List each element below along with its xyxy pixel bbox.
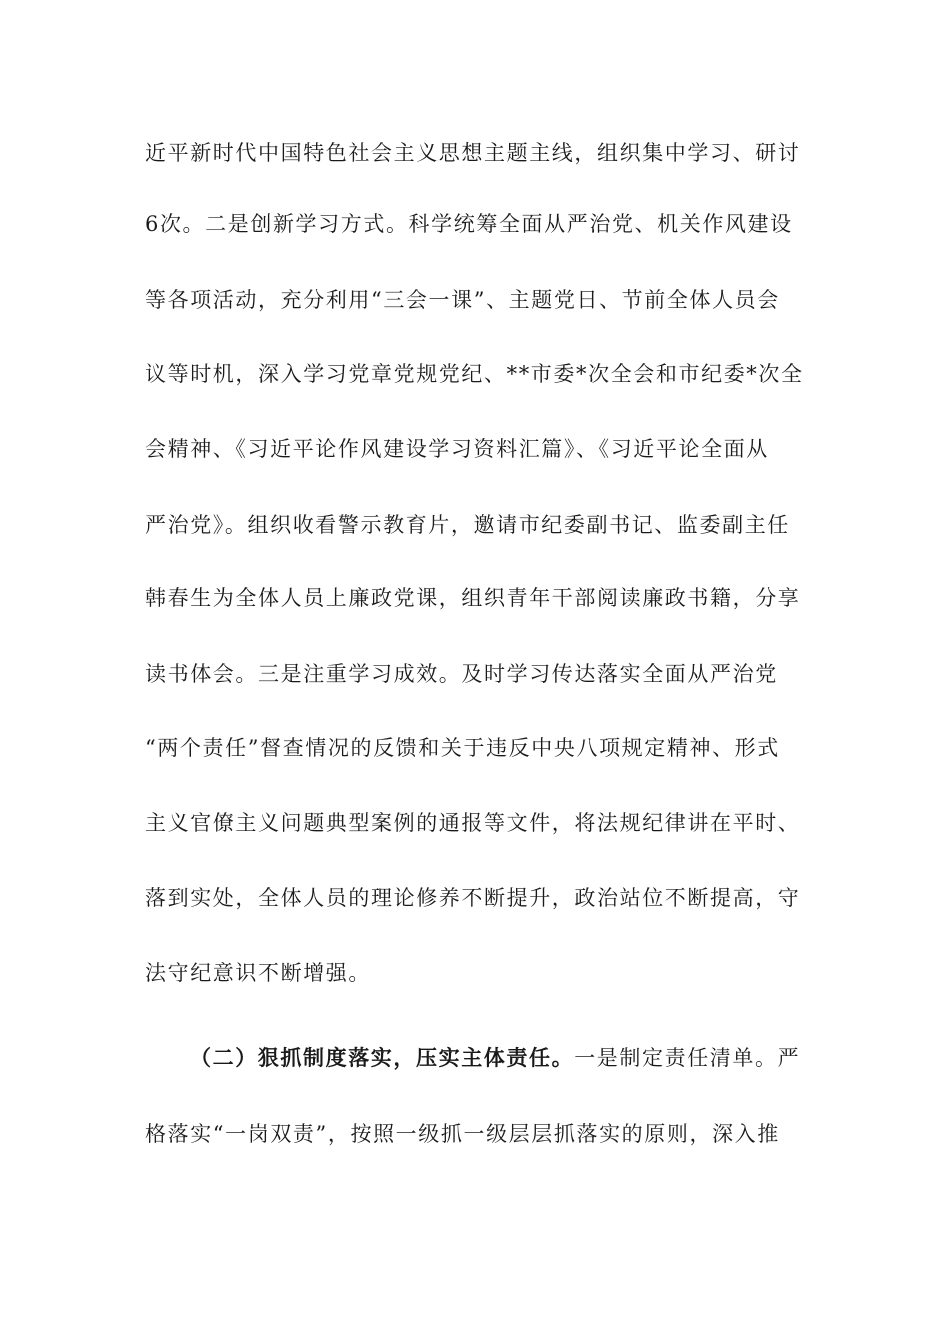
section-heading-line [190, 1043, 805, 1073]
paragraph-line: 6次。二是创新学习方式。科学统筹全面从严治党、机关作风建设 [145, 212, 793, 236]
paragraph-line: 会精神、《习近平论作风建设学习资料汇篇》、《习近平论全面从 [145, 437, 769, 461]
paragraph-line: 落到实处，全体人员的理论修养不断提升，政治站位不断提高，守 [145, 886, 801, 910]
paragraph-line: 法守纪意识不断增强。 [145, 961, 371, 985]
section-heading: （二）狠抓制度落实，压实主体责任。 [190, 1045, 575, 1070]
paragraph-line: 议等时机，深入学习党章党规党纪、**市委*次全会和市纪委*次全 [145, 362, 804, 386]
paragraph-line: 韩春生为全体人员上廉政党课，组织青年干部阅读廉政书籍，分享 [145, 586, 801, 610]
paragraph-line: “两个责任”督查情况的反馈和关于违反中央八项规定精神、形式 [145, 736, 780, 760]
paragraph-line: 主义官僚主义问题典型案例的通报等文件，将法规纪律讲在平时、 [145, 811, 801, 835]
paragraph-line: 等各项活动，充分利用“三会一课”、主题党日、节前全体人员会 [145, 288, 780, 312]
heading-line-text: 一是制定责任清单。严 [574, 1046, 801, 1070]
paragraph-line: 格落实“一岗双责”，按照一级抓一级层层抓落实的原则，深入推 [145, 1122, 780, 1146]
paragraph-line: 近平新时代中国特色社会主义思想主题主线，组织集中学习、研讨 [145, 141, 801, 165]
paragraph-line: 严治党》。组织收看警示教育片，邀请市纪委副书记、监委副主任 [145, 513, 790, 537]
paragraph-line: 读书体会。三是注重学习成效。及时学习传达落实全面从严治党 [145, 662, 778, 686]
